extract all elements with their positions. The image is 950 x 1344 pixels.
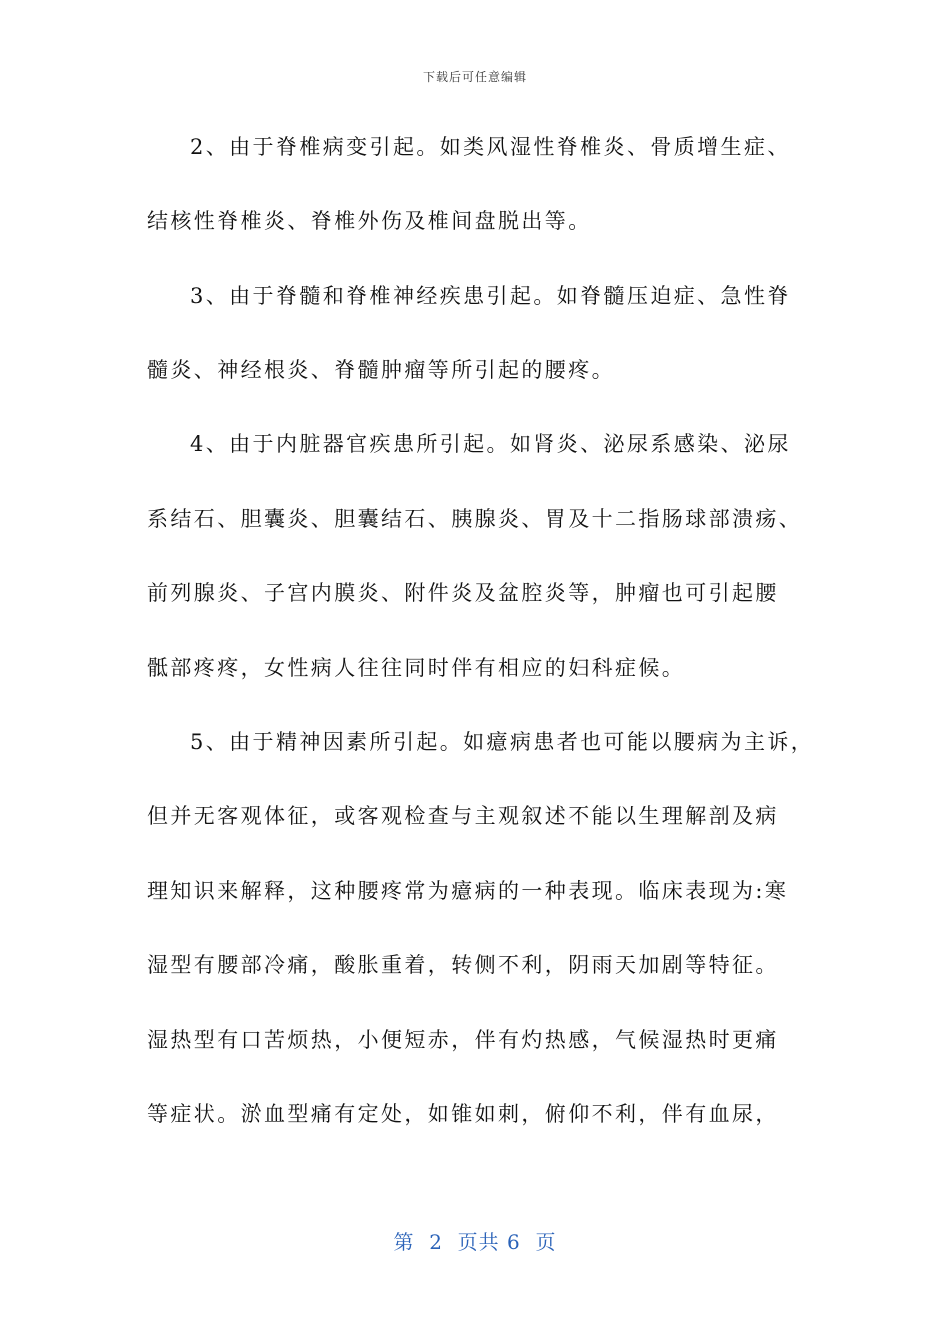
text-line: 理知识来解释，这种腰疼常为癔病的一种表现。临床表现为:寒 (147, 879, 789, 903)
text-line: 系结石、胆囊炎、胆囊结石、胰腺炎、胃及十二指肠球部溃疡、 (147, 507, 803, 531)
text-line: 前列腺炎、子宫内膜炎、附件炎及盆腔炎等，肿瘤也可引起腰 (147, 581, 779, 605)
text-line: 2、由于脊椎病变引起。如类风湿性脊椎炎、骨质增生症、 (190, 135, 791, 159)
header-note: 下载后可任意编辑 (422, 70, 527, 84)
text-line: 3、由于脊髓和脊椎神经疾患引起。如脊髓压迫症、急性脊 (190, 284, 791, 308)
text-line: 湿型有腰部冷痛，酸胀重着，转侧不利，阴雨天加剧等特征。 (147, 953, 779, 977)
text-line: 4、由于内脏器官疾患所引起。如肾炎、泌尿系感染、泌尿 (190, 432, 791, 456)
text-line: 骶部疼疼，女性病人往往同时伴有相应的妇科症候。 (147, 656, 686, 680)
page-number-footer: 第 2 页共 6 页 (393, 1230, 557, 1254)
text-line: 髓炎、神经根炎、脊髓肿瘤等所引起的腰疼。 (147, 358, 615, 382)
text-line: 但并无客观体征，或客观检查与主观叙述不能以生理解剖及病 (147, 804, 779, 828)
text-line: 等症状。淤血型痛有定处，如锥如刺，俯仰不利，伴有血尿， (147, 1102, 779, 1126)
text-line: 结核性脊椎炎、脊椎外伤及椎间盘脱出等。 (147, 209, 592, 233)
text-line: 湿热型有口苦烦热，小便短赤，伴有灼热感，气候湿热时更痛 (147, 1028, 779, 1052)
text-line: 5、由于精神因素所引起。如癔病患者也可能以腰病为主诉， (190, 730, 815, 754)
